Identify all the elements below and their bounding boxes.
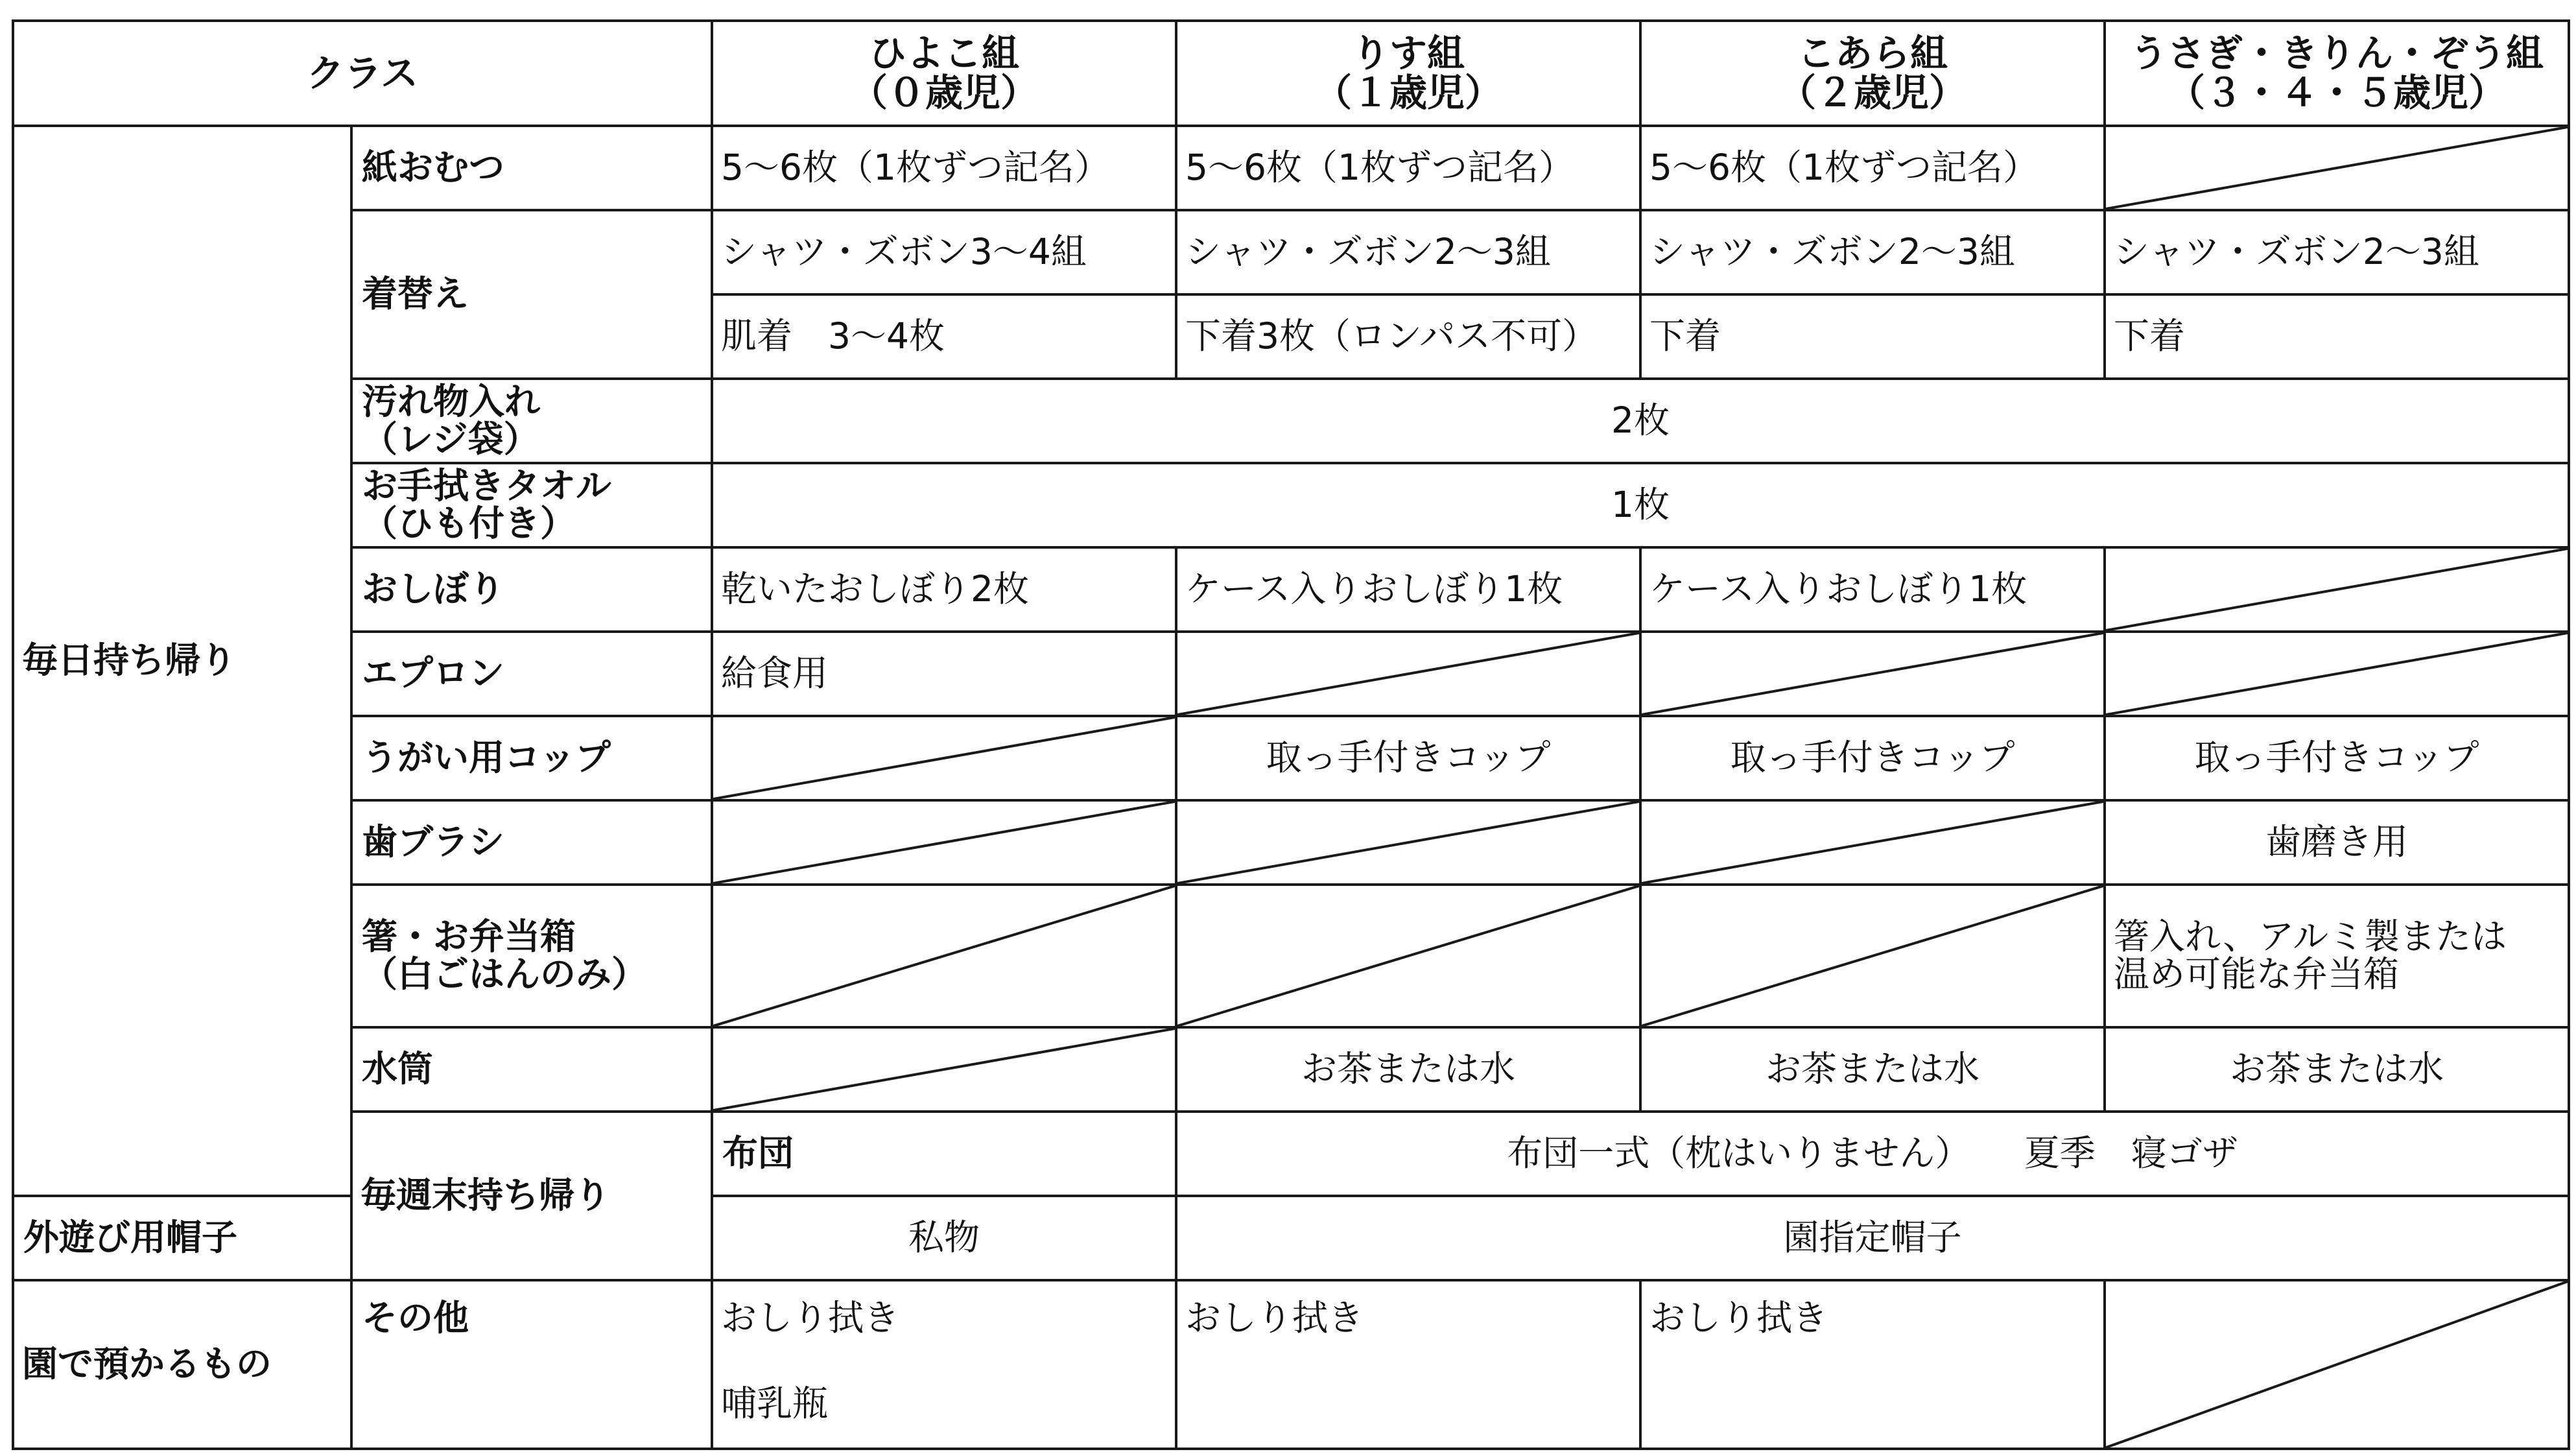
cell-oshibori-risu: ケース入りおしぼり1枚	[1176, 547, 1640, 632]
group-weekend: 毎週末持ち帰り	[351, 1112, 712, 1280]
cell-cup-koara: 取っ手付きコップ	[1640, 716, 2105, 800]
diagonal-line-icon	[2106, 1281, 2568, 1448]
row-lunchbox	[13, 885, 2569, 1027]
column-header-hiyoko	[712, 21, 1176, 126]
cell-line: 箸入れ、アルミ製または	[2114, 916, 2507, 958]
cell-cup-risu: 取っ手付きコップ	[1176, 716, 1640, 800]
cell-bottle-koara: お茶または水	[1640, 1027, 2105, 1112]
row-bottle	[13, 1027, 2569, 1112]
column-header-usagi	[2105, 21, 2569, 126]
column-name: りす組	[1352, 31, 1465, 76]
cell-diapers-hiyoko: 5〜6枚（1枚ずつ記名）	[712, 126, 1176, 210]
item-label-oshibori: おしぼり	[351, 547, 712, 632]
row-toothbrush	[13, 800, 2569, 885]
cell-lunchbox-hiyoko-empty	[712, 885, 1176, 1027]
column-age: （０歳児）	[850, 71, 1039, 115]
cell-line: 温め可能な弁当箱	[2114, 953, 2400, 995]
cell-oshibori-koara: ケース入りおしぼり1枚	[1640, 547, 2105, 632]
item-label-line: お手拭きタオル	[362, 465, 612, 507]
cell-change1-risu: シャツ・ズボン2〜3組	[1176, 210, 1640, 294]
cell-cup-usagi: 取っ手付きコップ	[2105, 716, 2569, 800]
item-label-apron: エプロン	[351, 632, 712, 716]
cell-other-koara: おしり拭き	[1640, 1280, 2105, 1449]
cell-lunchbox-usagi	[2105, 885, 2569, 1027]
item-label-line: （白ごはんのみ）	[362, 953, 648, 995]
row-futon	[13, 1112, 2569, 1196]
item-label-hat: 外遊び用帽子	[13, 1196, 351, 1280]
row-oshibori	[13, 547, 2569, 632]
item-label-change: 着替え	[351, 210, 712, 379]
column-age: （３・４・５歳児）	[2168, 71, 2507, 115]
cell-line: おしり拭き	[721, 1297, 900, 1339]
cell-oshibori-hiyoko: 乾いたおしぼり2枚	[712, 547, 1176, 632]
cell-lunchbox-risu-empty	[1176, 885, 1640, 1027]
column-name: うさぎ・きりん・ぞう組	[2130, 31, 2544, 76]
item-label-bottle: 水筒	[351, 1027, 712, 1112]
cell-diapers-risu: 5〜6枚（1枚ずつ記名）	[1176, 126, 1640, 210]
diagonal-line-icon	[1642, 886, 2103, 1026]
cell-apron-risu-empty	[1176, 632, 1640, 716]
group-kept: 園で預かるもの	[13, 1280, 351, 1449]
cell-toothbrush-hiyoko-empty	[712, 800, 1176, 885]
belongings-table	[12, 19, 2570, 1450]
cell-hat-others: 園指定帽子	[1176, 1196, 2569, 1280]
item-label-toothbrush: 歯ブラシ	[351, 800, 712, 885]
item-label-cup: うがい用コップ	[351, 716, 712, 800]
cell-bottle-risu: お茶または水	[1176, 1027, 1640, 1112]
row-cup	[13, 716, 2569, 800]
cell-change1-hiyoko: シャツ・ズボン3〜4組	[712, 210, 1176, 294]
cell-toothbrush-koara-empty	[1640, 800, 2105, 885]
cell-toothbrush-usagi: 歯磨き用	[2105, 800, 2569, 885]
header-row	[13, 21, 2569, 126]
row-towel	[13, 463, 2569, 547]
column-name: こあら組	[1797, 31, 1948, 76]
cell-other-risu: おしり拭き	[1176, 1280, 1640, 1449]
diagonal-line-icon	[713, 1029, 1175, 1110]
row-apron	[13, 632, 2569, 716]
diagonal-line-icon	[2106, 633, 2568, 715]
row-diapers	[13, 126, 2569, 210]
cell-lunchbox-koara-empty	[1640, 885, 2105, 1027]
cell-futon-all: 布団一式（枕はいりません） 夏季 寝ゴザ	[1176, 1112, 2569, 1196]
column-header-koara	[1640, 21, 2105, 126]
cell-change1-koara: シャツ・ズボン2〜3組	[1640, 210, 2105, 294]
item-label-futon: 布団	[712, 1112, 1176, 1196]
item-label-line: （レジ袋）	[362, 418, 539, 460]
diagonal-line-icon	[713, 717, 1175, 799]
cell-diapers-koara: 5〜6枚（1枚ずつ記名）	[1640, 126, 2105, 210]
diagonal-line-icon	[713, 802, 1175, 883]
item-label-line: 箸・お弁当箱	[362, 916, 576, 958]
cell-change2-hiyoko: 肌着 3〜4枚	[712, 294, 1176, 379]
cell-dirty-bag-all: 2枚	[712, 379, 2569, 463]
cell-line: 哺乳瓶	[721, 1382, 829, 1424]
group-daily: 毎日持ち帰り	[13, 126, 351, 1196]
item-label-towel	[351, 463, 712, 547]
cell-change1-usagi: シャツ・ズボン2〜3組	[2105, 210, 2569, 294]
row-dirty-bag	[13, 379, 2569, 463]
cell-diapers-usagi-empty	[2105, 126, 2569, 210]
cell-change2-risu: 下着3枚（ロンパス不可）	[1176, 294, 1640, 379]
diagonal-line-icon	[2106, 127, 2568, 209]
cell-cup-hiyoko-empty	[712, 716, 1176, 800]
cell-towel-all: 1枚	[712, 463, 2569, 547]
item-label-other: その他	[351, 1280, 712, 1449]
cell-bottle-usagi: お茶または水	[2105, 1027, 2569, 1112]
column-name: ひよこ組	[869, 31, 1020, 76]
item-label-line: 汚れ物入れ	[362, 381, 541, 423]
diagonal-line-icon	[1642, 802, 2103, 883]
item-label-lunchbox	[351, 885, 712, 1027]
row-other	[13, 1280, 2569, 1449]
column-header-risu	[1176, 21, 1640, 126]
class-header: クラス	[13, 21, 712, 126]
cell-toothbrush-risu-empty	[1176, 800, 1640, 885]
column-age: （２歳児）	[1778, 71, 1967, 115]
diagonal-line-icon	[1177, 886, 1639, 1026]
cell-other-usagi-empty	[2105, 1280, 2569, 1449]
cell-bottle-hiyoko-empty	[712, 1027, 1176, 1112]
cell-change2-koara: 下着	[1640, 294, 2105, 379]
item-label-dirty-bag	[351, 379, 712, 463]
column-age: （１歳児）	[1314, 71, 1503, 115]
item-label-diapers: 紙おむつ	[351, 126, 712, 210]
diagonal-line-icon	[1642, 633, 2103, 715]
cell-hat-hiyoko: 私物	[712, 1196, 1176, 1280]
diagonal-line-icon	[1177, 802, 1639, 883]
cell-apron-usagi-empty	[2105, 632, 2569, 716]
row-change-1	[13, 210, 2569, 294]
diagonal-line-icon	[2106, 549, 2568, 630]
cell-other-hiyoko	[712, 1280, 1176, 1449]
item-label-line: （ひも付き）	[362, 503, 576, 544]
diagonal-line-icon	[713, 886, 1175, 1026]
cell-apron-koara-empty	[1640, 632, 2105, 716]
cell-apron-hiyoko: 給食用	[712, 632, 1176, 716]
cell-oshibori-usagi-empty	[2105, 547, 2569, 632]
diagonal-line-icon	[1177, 633, 1639, 715]
cell-change2-usagi: 下着	[2105, 294, 2569, 379]
